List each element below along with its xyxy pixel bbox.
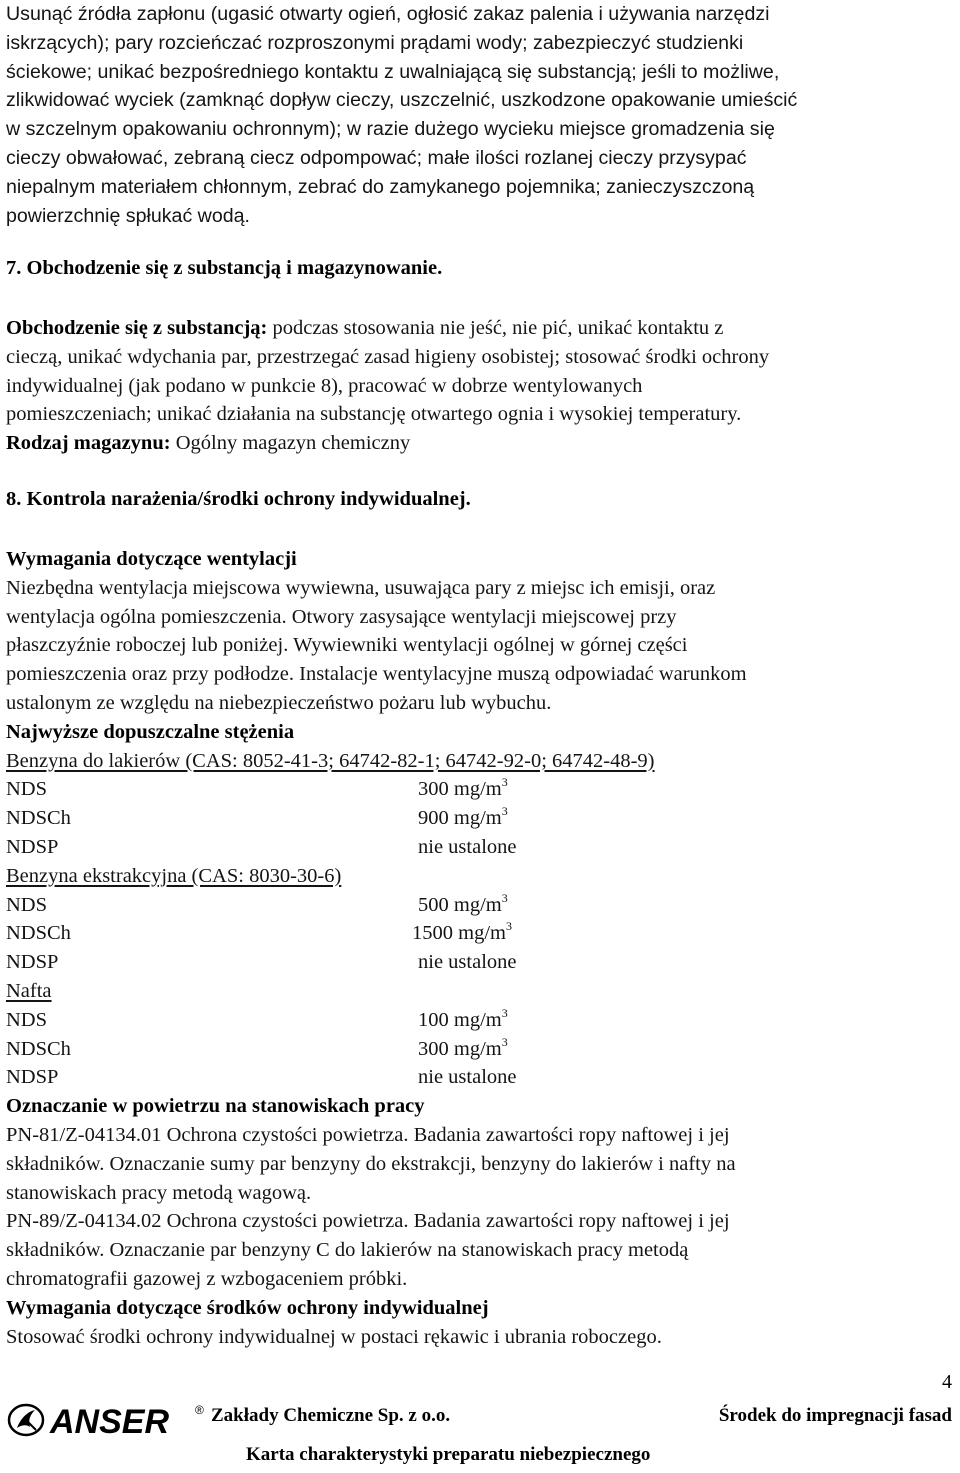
limit-label: NDS [6, 893, 48, 916]
limit-value: nie ustalone [418, 1066, 517, 1089]
page-number: 4 [942, 1371, 952, 1393]
anser-logo [6, 1400, 206, 1440]
paragraph-line: Usunąć źródła zapłonu (ugasić otwarty ogień, ogłosić zakaz palenia i używania narzędzi [6, 3, 770, 25]
limit-row [6, 891, 747, 920]
limit-value: 300 $mg/m^3$ [418, 1034, 508, 1060]
paragraph-line: w szczelnym opakowaniu ochronnym); w razie dużego wycieku miejsce gromadzenia się [6, 118, 775, 141]
measurement-text: chromatografii gazowej z wzbogaceniem próbki. [6, 1267, 408, 1290]
handling-label: Obchodzenie się z substancją: [6, 317, 268, 339]
limit-label: NDSCh [6, 807, 71, 830]
limit-value: 1500 $mg/m^3$ [412, 919, 512, 945]
limit-row [6, 833, 747, 862]
handling-text: cieczą, unikać wdychania par, przestrzegać zasad higieny osobistej; stosować środki ochrony [6, 345, 770, 368]
logo-wordmark: ANSER [50, 1403, 170, 1440]
limit-value: nie ustalone [418, 951, 517, 974]
measurement-text: składników. Oznaczanie sumy par benzyny do ekstrakcji, benzyny do lakierów i nafty na [6, 1152, 736, 1175]
handling-text: indywidualnej (jak podano w punkcie 8), pracować w dobrze wentylowanych [6, 374, 643, 397]
ventilation-text: ustalonym ze względu na niebezpieczeństwo pożaru lub wybuchu. [6, 691, 552, 714]
ppe-heading: Wymagania dotyczące środków ochrony indywidualnej [6, 1296, 489, 1319]
limit-value: 100 $mg/m^3$ [418, 1005, 508, 1031]
section7-body [6, 314, 769, 458]
paragraph-line: iskrzących); pary rozcieńczać rozproszonymi prądami wody; zabezpieczyć studzienki [6, 31, 744, 54]
footer-product: Środek do impregnacji fasad [718, 1405, 952, 1426]
limit-label: NDSP [6, 835, 59, 858]
limit-label: NDSP [6, 1066, 59, 1089]
limit-label: NDS [6, 1008, 48, 1031]
limit-label: NDSP [6, 951, 59, 974]
section8-body [6, 545, 747, 1351]
paragraph-line: powierzchnię spłukać wodą. [6, 204, 250, 227]
limit-row [6, 804, 747, 833]
limit-value: 900 $mg/m^3$ [418, 804, 508, 830]
limits-heading: Najwyższe dopuszczalne stężenia [6, 720, 295, 743]
limit-row [6, 919, 747, 948]
paragraph-line: niepalnym materiałem chłonnym, zebrać do zamykanego pojemnika; zanieczyszczoną [6, 175, 755, 198]
substance-name: Benzyna do lakierów (CAS: 8052-41-3; 64742-82-1; 64742-92-0; 64742-48-9) [6, 749, 655, 772]
limit-label: NDSCh [6, 1037, 71, 1060]
section6-continuation [6, 0, 951, 230]
limit-row [6, 1035, 747, 1064]
measurement-text: PN-89/Z-04134.02 Ochrona czystości powietrza. Badania zawartości ropy naftowej i jej [6, 1210, 730, 1233]
registered-mark: ® [195, 1403, 204, 1417]
storage-label: Rodzaj magazynu: [6, 432, 171, 455]
limit-row [6, 1006, 747, 1035]
limit-row [6, 948, 747, 977]
substance-name: Nafta [6, 979, 52, 1002]
limit-value: 300 $mg/m^3$ [418, 775, 508, 801]
ventilation-heading: Wymagania dotyczące wentylacji [6, 548, 297, 570]
measurement-text: PN-81/Z-04134.01 Ochrona czystości powietrza. Badania zawartości ropy naftowej i jej [6, 1123, 730, 1146]
ppe-text: Stosować środki ochrony indywidualnej w postaci rękawic i ubrania roboczego. [6, 1325, 662, 1348]
limit-row [6, 775, 747, 804]
limit-value: nie ustalone [418, 835, 517, 858]
measurement-text: stanowiskach pracy metodą wagową. [6, 1181, 312, 1204]
limit-label: NDS [6, 778, 48, 801]
ventilation-text: wentylacja ogólna pomieszczenia. Otwory zasysające wentylacji miejscowej przy [6, 605, 677, 628]
paragraph-line: cieczy obwałować, zebraną ciecz odpompować; małe ilości rozlanej cieczy przysypać [6, 146, 747, 169]
footer-doctype: Karta charakterystyki preparatu niebezpiecznego [246, 1444, 651, 1465]
ventilation-text: płaszczyźnie roboczej lub poniżej. Wywiewniki wentylacji ogólnej w górnej części [6, 634, 688, 657]
section7-title: 7. Obchodzenie się z substancją i magazynowanie. [6, 257, 443, 279]
substance-name: Benzyna ekstrakcyjna (CAS: 8030-30-6) [6, 864, 342, 887]
limit-row [6, 1063, 747, 1092]
limit-label: NDSCh [6, 922, 71, 945]
paragraph-line: zlikwidować wyciek (zamknąć dopływ cieczy, uszczelnić, uszkodzone opakowanie umieścić [6, 89, 798, 112]
bird-emblem-icon [9, 1405, 43, 1435]
measurement-text: składników. Oznaczanie par benzyny C do lakierów na stanowiskach pracy metodą [6, 1239, 689, 1262]
footer-company: Zakłady Chemiczne Sp. z o.o. [211, 1405, 451, 1426]
ventilation-text: pomieszczenia oraz przy podłodze. Instalacje wentylacyjne muszą odpowiadać warunkom [6, 663, 747, 686]
limit-value: 500 $mg/m^3$ [418, 890, 508, 916]
ventilation-text: Niezbędna wentylacja miejscowa wywiewna, usuwająca pary z miejsc ich emisji, oraz [6, 576, 716, 599]
measurement-heading: Oznaczanie w powietrzu na stanowiskach pracy [6, 1095, 425, 1118]
section8-title: 8. Kontrola narażenia/środki ochrony indywidualnej. [6, 488, 471, 510]
handling-text: podczas stosowania nie jeść, nie pić, unikać kontaktu z [267, 317, 724, 339]
paragraph-line: ściekowe; unikać bezpośredniego kontaktu z uwalniającą się substancją; jeśli to możliwe, [6, 60, 780, 83]
handling-text: pomieszczeniach; unikać działania na substancję otwartego ognia i wysokiej temperatury. [6, 403, 742, 426]
storage-value: Ogólny magazyn chemiczny [170, 432, 411, 455]
